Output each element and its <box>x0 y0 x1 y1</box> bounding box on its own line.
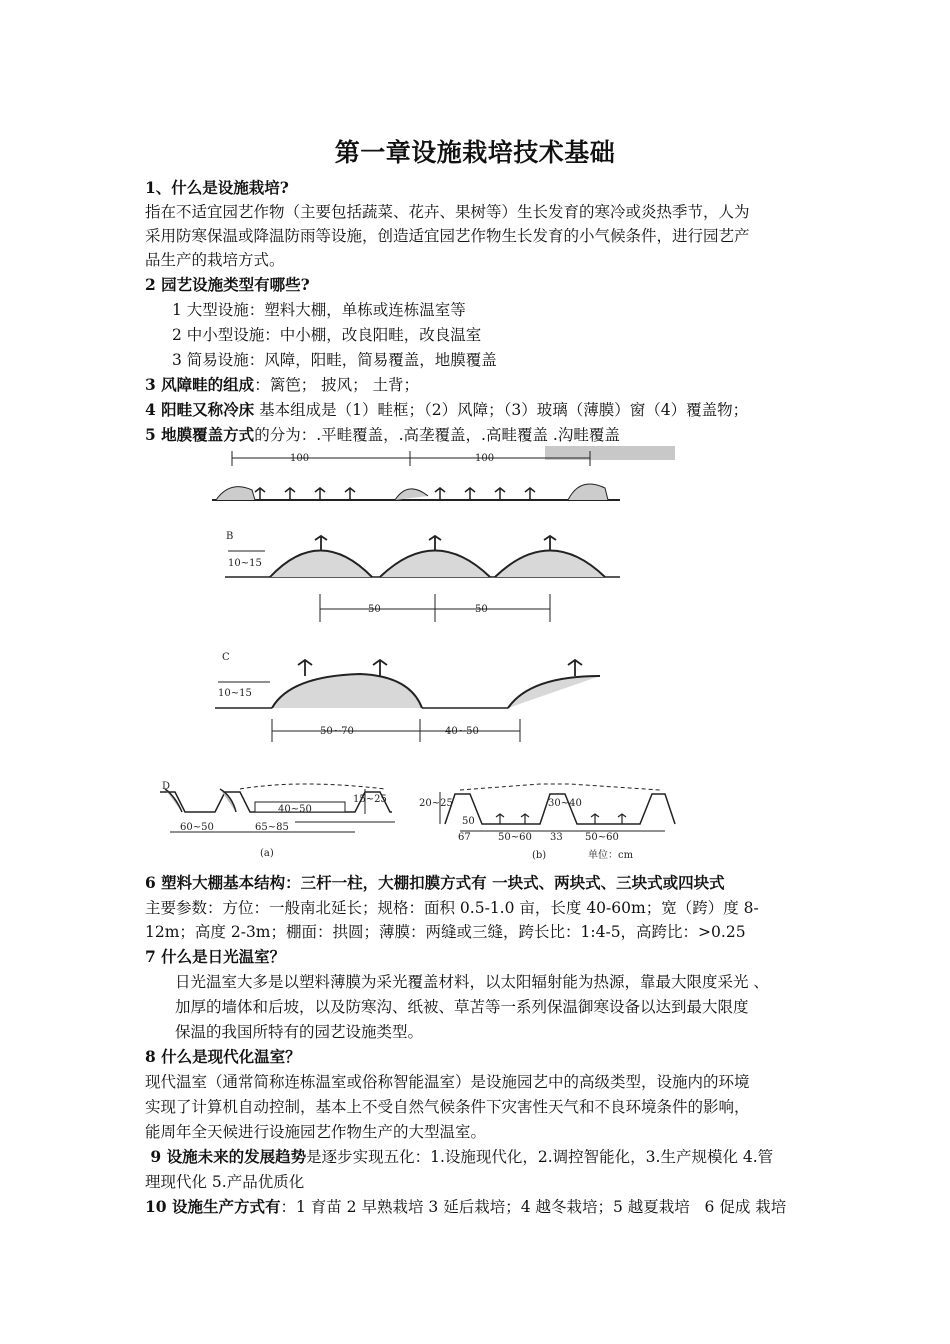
q7-line-3: 保温的我国所特有的园艺设施类型。 <box>175 1023 424 1041</box>
unit-label: 单位：cm <box>588 850 634 861</box>
q3-line <box>145 373 825 397</box>
c-height: 10~15 <box>218 688 252 699</box>
q2-heading: 2 园艺设施类型有哪些? <box>145 275 310 294</box>
d-label: D <box>162 781 171 792</box>
b-dim-2: 50 <box>475 604 488 615</box>
q1-line-2: 采用防寒保温或降温防雨等设施，创造适宜园艺作物生长发育的小气候条件，进行园艺产 <box>145 227 750 245</box>
a-dim-2: 100 <box>475 453 495 464</box>
q5-text: 的分为：.平畦覆盖，.高垄覆盖，.高畦覆盖 .沟畦覆盖 <box>254 426 620 444</box>
q9-line-2: 理现代化 5.产品优质化 <box>145 1173 305 1191</box>
mulch-covering-figure <box>140 444 690 870</box>
panel-a <box>212 451 620 500</box>
q8-heading: 8 什么是现代化温室？ <box>145 1047 301 1066</box>
q8-line-1: 现代温室（通常简称连栋温室或俗称智能温室）是设施园艺中的高级类型，设施内的环境 <box>145 1073 750 1091</box>
d2-width-2: 33 <box>550 832 563 843</box>
q5-heading: 5 地膜覆盖方式 <box>145 425 255 444</box>
q1-line-3: 品生产的栽培方式。 <box>145 251 285 269</box>
d2-height-2: 30~40 <box>548 798 582 809</box>
q7-line-1: 日光温室大多是以塑料薄膜为采光覆盖材料，以太阳辐射能为热源，靠最大限度采光 、 <box>175 973 769 991</box>
d1-top: 40~50 <box>278 804 312 815</box>
panel-b <box>225 536 620 622</box>
q4-line <box>145 398 825 422</box>
q2-item-2: 2 中小型设施：中小棚，改良阳畦，改良温室 <box>172 326 482 344</box>
c-dim-1: 50~70 <box>320 726 354 737</box>
q9-line-1 <box>145 1145 825 1169</box>
d1-height: 15~25 <box>353 794 387 805</box>
d1-width-2: 65~85 <box>255 822 289 833</box>
q2-item-1: 1 大型设施：塑料大棚，单栋或连栋温室等 <box>172 301 466 319</box>
q8-line-3: 能周年全天候进行设施园艺作物生产的大型温室。 <box>145 1123 487 1141</box>
d2-width-3: 50~60 <box>585 832 619 843</box>
q4-text: 基本组成是（1）畦框；（2）风障；（3）玻璃（薄膜）窗（4）覆盖物； <box>254 401 749 419</box>
d2-width-0: 50 <box>462 816 475 827</box>
q6-heading: 6 塑料大棚基本结构：三杆一柱，大棚扣膜方式有 一块式、两块式、三块式或四块式 <box>145 873 725 892</box>
q6-line-2: 12m；高度 2-3m；棚面：拱圆；薄膜：两缝或三缝，跨长比：1:4-5，高跨比：>0.25 <box>145 923 746 941</box>
d1-width-1: 60~50 <box>180 822 214 833</box>
q6-line-1: 主要参数：方位：一般南北延长；规格：面积 0.5-1.0 亩，长度 40-60m；宽（跨）度 8- <box>145 899 759 917</box>
d2-height: 20~25 <box>419 798 453 809</box>
q1-line-1: 指在不适宜园艺作物（主要包括蔬菜、花卉、果树等）生长发育的寒冷或炎热季节，人为 <box>145 203 750 221</box>
d2-caption: (b) <box>532 850 547 861</box>
q7-heading: 7 什么是日光温室？ <box>145 947 286 966</box>
q4-heading: 4 阳畦又称冷床 <box>145 400 255 419</box>
b-dim-1: 50 <box>368 604 381 615</box>
d1-caption: (a) <box>260 848 274 859</box>
q8-line-2: 实现了计算机自动控制，基本上不受自然气候条件下灾害性天气和不良环境条件的影响， <box>145 1098 750 1116</box>
page-title: 第一章设施栽培技术基础 <box>334 138 616 167</box>
b-label: B <box>226 531 234 542</box>
a-dim-1: 100 <box>290 453 310 464</box>
q3-text: ：篱笆； 披风； 土背； <box>254 376 420 394</box>
q9-heading: 9 设施未来的发展趋势 <box>145 1147 307 1166</box>
panel-c <box>215 660 600 742</box>
q10-text: ：1 育苗 2 早熟栽培 3 延后栽培；4 越冬栽培；5 越夏栽培 6 促成 栽培 <box>280 1198 787 1216</box>
q1-heading: 1、什么是设施栽培? <box>145 178 289 197</box>
c-label: C <box>222 652 230 663</box>
q7-line-2: 加厚的墙体和后坡，以及防寒沟、纸被、草苫等一系列保温御寒设备以达到最大限度 <box>175 998 749 1016</box>
q9-text: 是逐步实现五化：1.设施现代化，2.调控智能化，3.生产规模化 4.管 <box>306 1148 774 1166</box>
c-dim-2: 40~50 <box>445 726 479 737</box>
d2-width-00: 67 <box>458 832 471 843</box>
d2-width-1: 50~60 <box>498 832 532 843</box>
q10-heading: 10 设施生产方式有 <box>145 1197 281 1216</box>
q2-item-3: 3 简易设施：风障，阳畦，简易覆盖，地膜覆盖 <box>172 351 497 369</box>
q3-heading: 3 风障畦的组成 <box>145 375 255 394</box>
b-height: 10~15 <box>228 558 262 569</box>
q10-line <box>145 1195 825 1219</box>
